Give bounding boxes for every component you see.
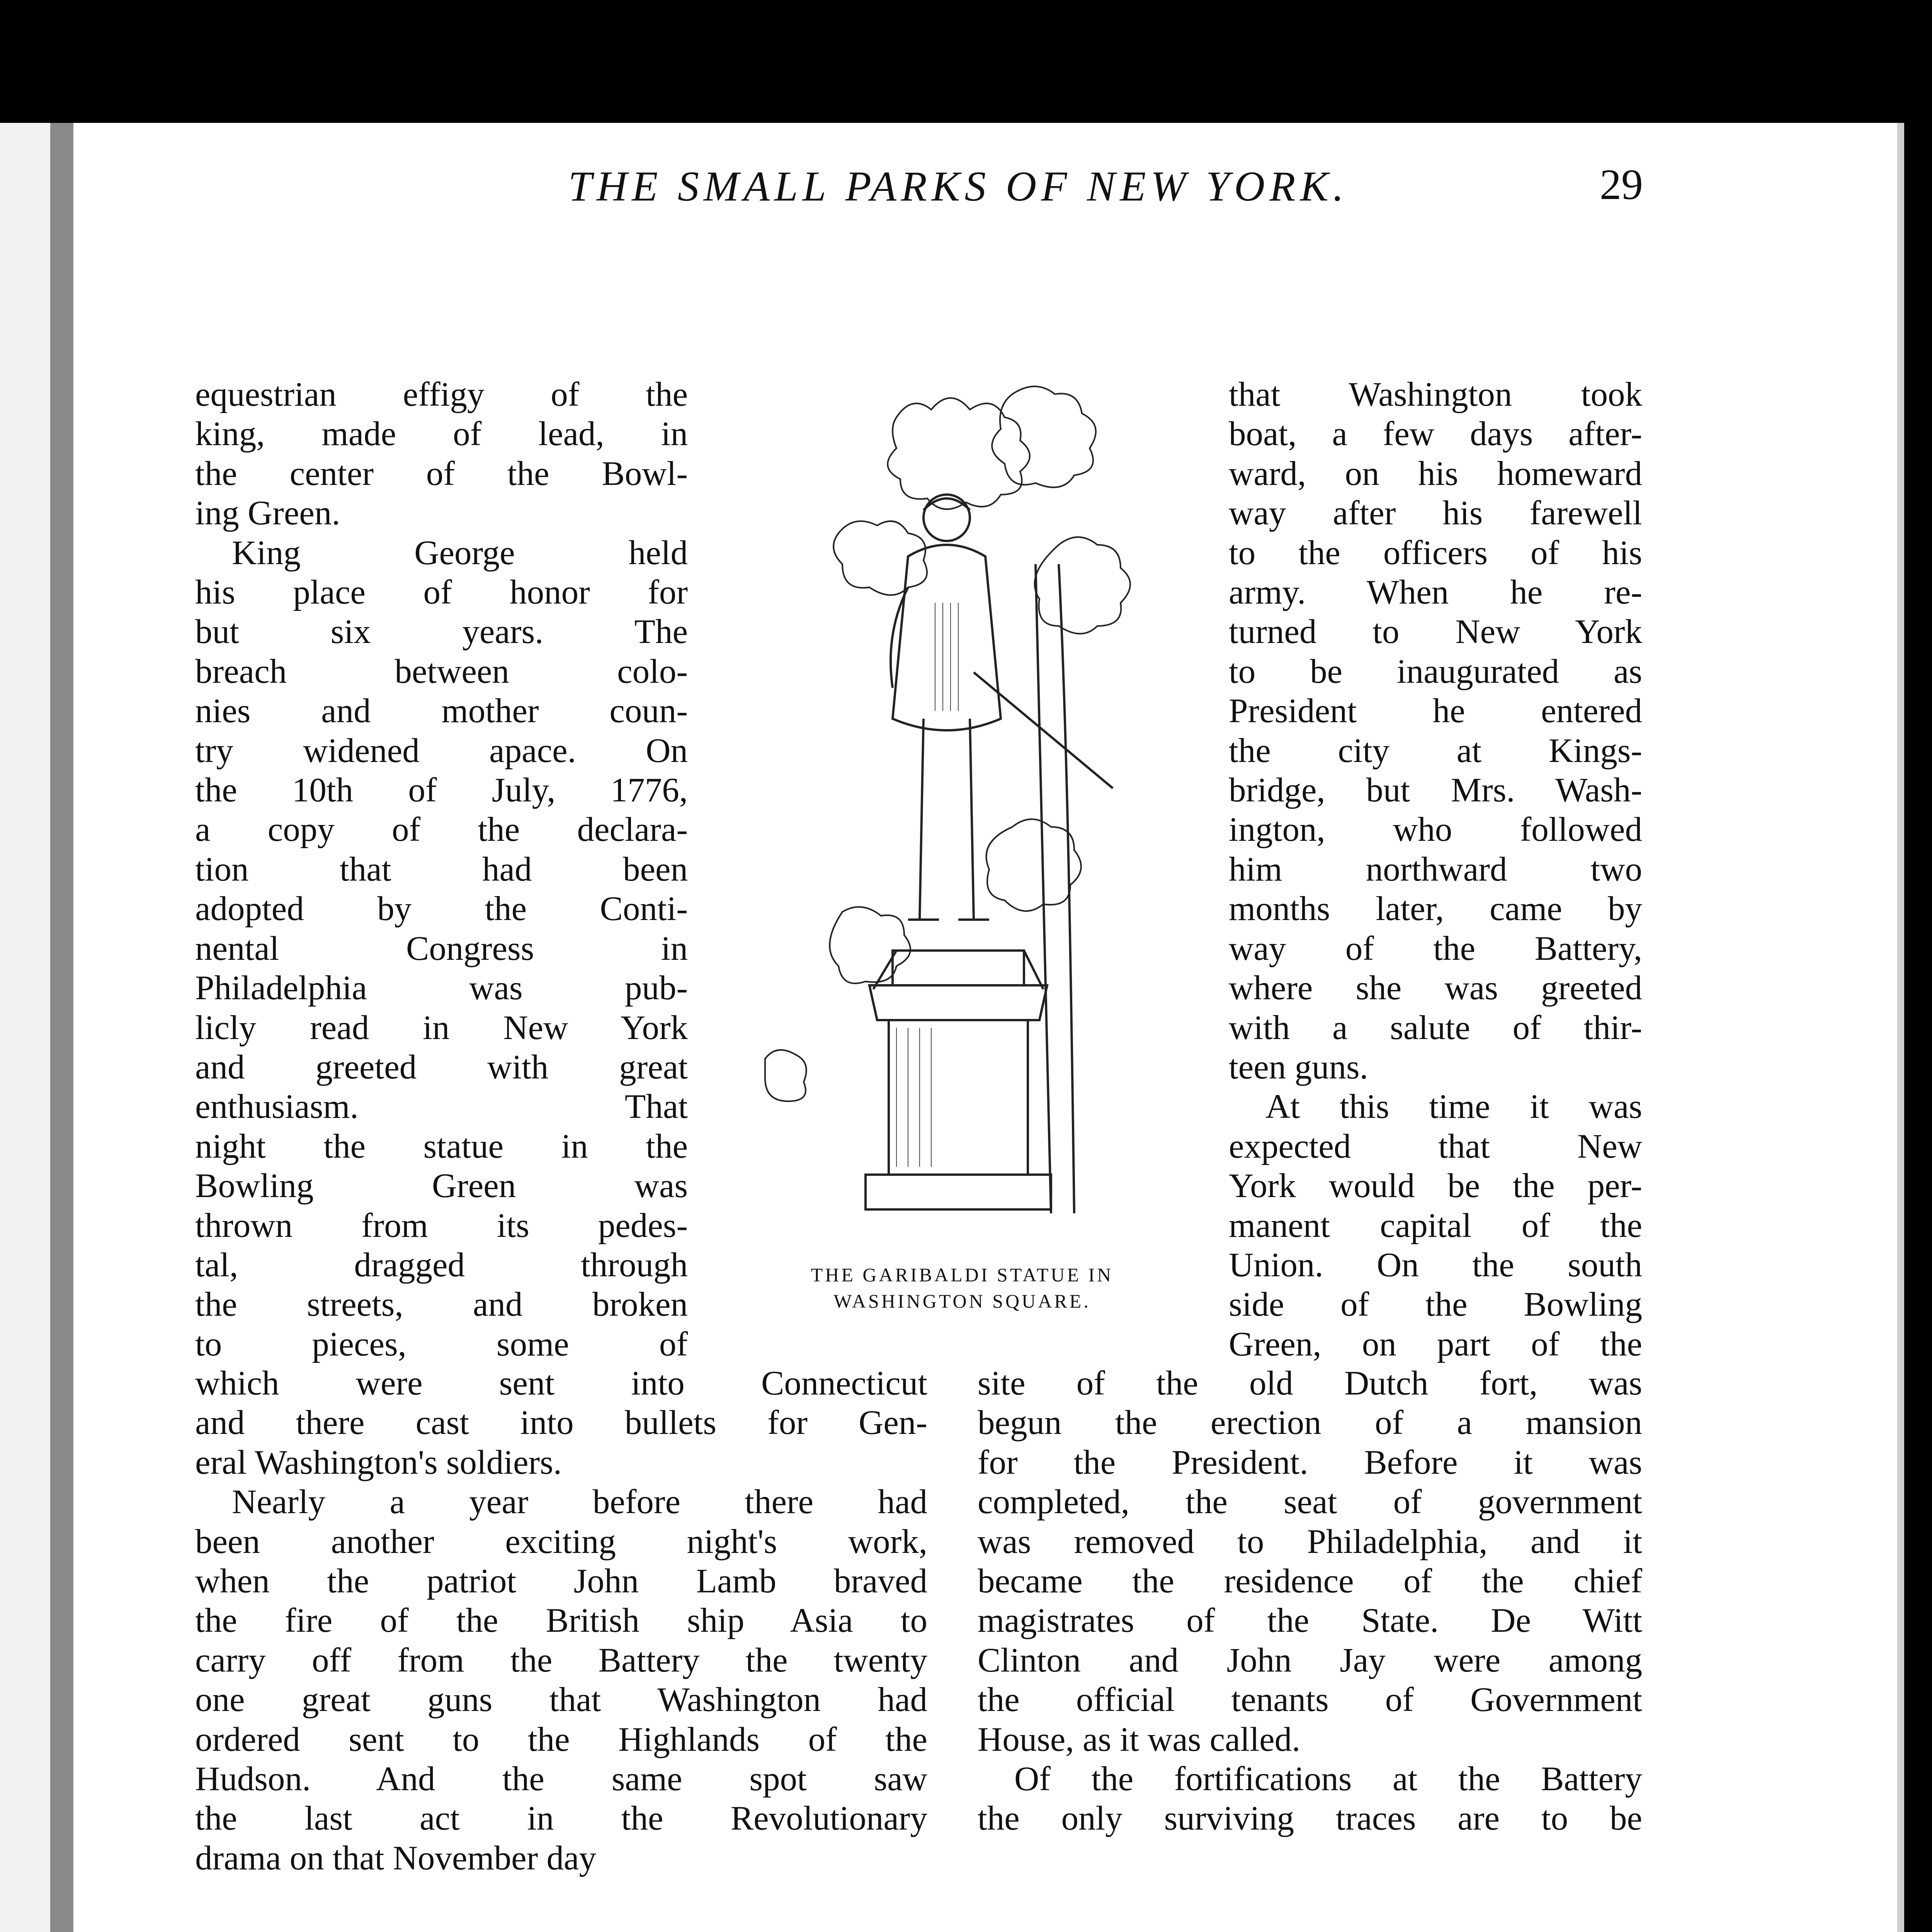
gutter-shadow — [50, 123, 73, 1932]
text-line: Of the fortifications at the Battery — [1014, 1760, 1642, 1798]
text-line: King George held — [232, 534, 688, 572]
text-line: At this time it was — [1265, 1088, 1642, 1126]
text-line: bridge, but Mrs. Wash- — [1229, 771, 1642, 810]
text-line: for the President. Before it was — [978, 1443, 1642, 1481]
text-line: Philadelphia was pub- — [195, 969, 688, 1007]
text-column-left-top — [195, 375, 688, 1364]
text-line: site of the old Dutch fort, was — [978, 1364, 1642, 1402]
text-line: months later, came by — [1229, 890, 1642, 928]
text-line: was removed to Philadelphia, and it — [978, 1522, 1642, 1561]
text-line: York would be the per- — [1229, 1167, 1642, 1205]
text-line: way of the Battery, — [1229, 929, 1642, 968]
text-line: night the statue in the — [195, 1127, 688, 1165]
text-line: boat, a few days after- — [1229, 415, 1642, 453]
text-line: eral Washington's soldiers. — [195, 1443, 562, 1481]
running-head: THE SMALL PARKS OF NEW YORK. — [568, 163, 1349, 210]
text-line: try widened apace. On — [195, 731, 688, 770]
text-line: expected that New — [1229, 1127, 1642, 1165]
text-line: completed, the seat of government — [978, 1483, 1642, 1521]
text-line: the center of the Bowl- — [195, 454, 688, 493]
text-line: and there cast into bullets for Gen- — [195, 1404, 927, 1442]
text-line: the streets, and broken — [195, 1286, 688, 1324]
text-line: Green, on part of the — [1229, 1325, 1642, 1363]
garibaldi-caption — [750, 1262, 1175, 1314]
text-line: drama on that November day — [195, 1839, 596, 1877]
text-line: tal, dragged through — [195, 1246, 688, 1284]
garibaldi-statue-illustration — [742, 371, 1175, 1252]
text-column-right-top — [1229, 375, 1642, 1364]
text-line: his place of honor for — [195, 573, 688, 612]
text-line: ward, on his homeward — [1229, 454, 1642, 493]
page-edge — [1897, 123, 1904, 1932]
text-line: magistrates of the State. De Witt — [978, 1602, 1642, 1640]
text-line: the city at Kings- — [1229, 731, 1642, 770]
text-line: to the officers of his — [1229, 534, 1642, 572]
text-line: him northward two — [1229, 850, 1642, 888]
text-line: one great guns that Washington had — [195, 1681, 927, 1719]
text-line: thrown from its pedes- — [195, 1206, 688, 1245]
text-line: Clinton and John Jay were among — [978, 1641, 1642, 1679]
text-line: the only surviving traces are to be — [978, 1799, 1642, 1838]
text-line: to pieces, some of — [195, 1325, 688, 1363]
text-line: the last act in the Revolutionary — [195, 1799, 927, 1838]
text-line: enthusiasm. That — [195, 1088, 688, 1126]
text-line: turned to New York — [1229, 613, 1642, 651]
text-line: President he entered — [1229, 692, 1642, 730]
text-line: the 10th of July, 1776, — [195, 771, 688, 810]
text-line: House, as it was called. — [978, 1720, 1301, 1759]
text-line: begun the erection of a mansion — [978, 1404, 1642, 1442]
page-number: 29 — [1600, 161, 1643, 209]
text-line: nental Congress in — [195, 929, 688, 968]
caption-line: WASHINGTON SQUARE. — [833, 1290, 1091, 1312]
text-line: the fire of the British ship Asia to — [195, 1602, 927, 1640]
text-line: equestrian effigy of the — [195, 376, 688, 413]
text-line: Union. On the south — [1229, 1246, 1642, 1284]
text-line: been another exciting night's work, — [195, 1522, 927, 1561]
text-line: adopted by the Conti- — [195, 890, 688, 928]
text-line: where she was greeted — [1229, 969, 1642, 1007]
text-line: ington, who followed — [1229, 811, 1642, 849]
text-line: king, made of lead, in — [195, 415, 688, 453]
text-line: that Washington took — [1229, 376, 1642, 413]
text-line: Nearly a year before there had — [232, 1483, 927, 1521]
text-line: breach between colo- — [195, 652, 688, 690]
text-column-right-wide — [978, 1364, 1642, 1838]
text-line: and greeted with great — [195, 1048, 688, 1086]
text-line: carry off from the Battery the twenty — [195, 1641, 927, 1679]
text-line: when the patriot John Lamb braved — [195, 1562, 927, 1600]
text-line: nies and mother coun- — [195, 692, 688, 730]
text-line: licly read in New York — [195, 1009, 688, 1047]
text-line: teen guns. — [1229, 1048, 1368, 1086]
text-line: tion that had been — [195, 850, 688, 888]
caption-line: THE GARIBALDI STATUE IN — [811, 1264, 1114, 1286]
text-line: which were sent into Connecticut — [195, 1364, 927, 1402]
text-line: side of the Bowling — [1229, 1286, 1642, 1324]
text-line: ing Green. — [195, 494, 340, 532]
text-line: with a salute of thir- — [1229, 1009, 1642, 1047]
text-line: way after his farewell — [1229, 494, 1642, 532]
text-line: Hudson. And the same spot saw — [195, 1760, 927, 1798]
text-line: became the residence of the chief — [978, 1562, 1642, 1600]
text-line: a copy of the declara- — [195, 811, 688, 849]
text-column-left-wide — [195, 1364, 927, 1878]
text-line: army. When he re- — [1229, 573, 1642, 612]
text-line: the official tenants of Government — [978, 1681, 1642, 1719]
text-line: to be inaugurated as — [1229, 652, 1642, 690]
text-line: Bowling Green was — [195, 1167, 688, 1205]
text-line: but six years. The — [195, 613, 688, 651]
text-line: ordered sent to the Highlands of the — [195, 1720, 927, 1759]
text-line: manent capital of the — [1229, 1206, 1642, 1245]
